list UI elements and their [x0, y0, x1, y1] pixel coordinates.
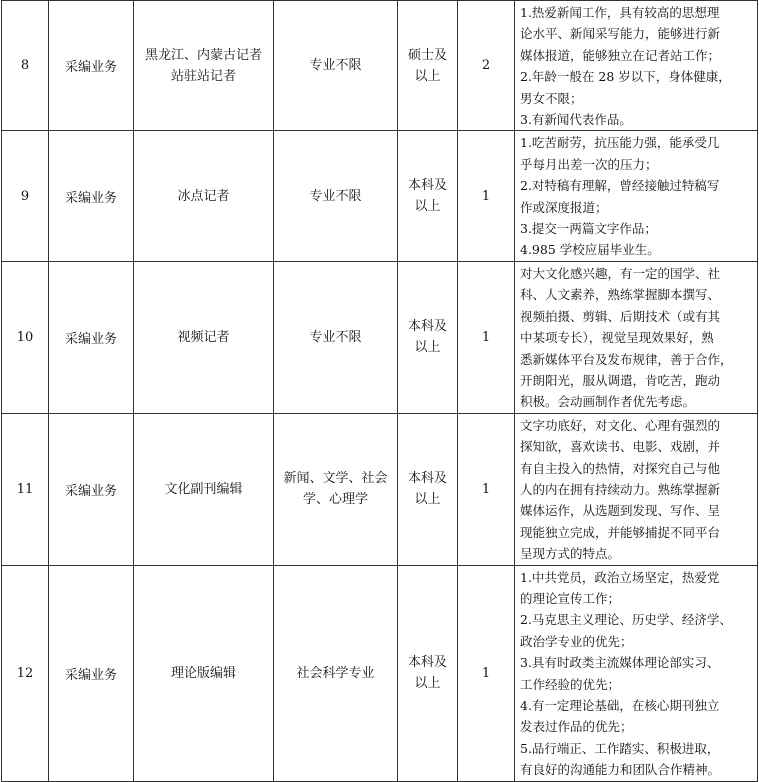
requirements-cell	[515, 1, 758, 131]
category-cell: 采编业务	[49, 261, 134, 413]
cell-line: 以上	[414, 492, 441, 508]
recruitment-table	[1, 0, 758, 782]
major-cell	[274, 565, 398, 781]
headcount-cell: 1	[458, 131, 515, 261]
position-cell	[134, 131, 274, 261]
category-cell: 采编业务	[49, 1, 134, 131]
cell-line: 黑龙江、内蒙古记者	[144, 47, 262, 63]
position-cell	[134, 261, 274, 413]
cell-line: 2.马克思主义理论、历史学、经济学、	[520, 612, 732, 628]
cell-line: 以上	[414, 68, 441, 84]
requirements-cell	[515, 413, 758, 565]
cell-line: 5.品行端正、工作踏实、积极进取，	[520, 740, 720, 756]
headcount-cell: 1	[458, 565, 515, 781]
cell-line: 开朗阳光，服从调遣，肯吃苦，跑动	[520, 372, 721, 388]
row-number-cell: 9	[2, 131, 49, 261]
cell-line: 有自主投入的热情，对探究自己与他	[520, 460, 721, 476]
cell-line: 发表过作品的优先；	[520, 719, 633, 735]
cell-line: 4.985 学校应届毕业生。	[520, 242, 660, 258]
row-number-cell: 12	[2, 565, 49, 781]
cell-line: 视频记者	[177, 329, 230, 345]
cell-line: 本科及	[407, 655, 447, 671]
cell-line: 2.对特稿有理解，曾经接触过特稿写	[520, 178, 720, 194]
position-cell	[134, 1, 274, 131]
cell-line: 人的内在拥有持续动力。熟练掌握新	[520, 481, 721, 497]
cell-line: 论水平、新闻采写能力，能够进行新	[520, 26, 721, 42]
cell-line: 有良好的沟通能力和团队合作精神。	[520, 762, 721, 778]
cell-line: 3.提交一两篇文字作品；	[520, 221, 657, 237]
cell-line: 专业不限	[309, 329, 362, 345]
cell-line: 积极。会动画制作者优先考虑。	[520, 394, 696, 410]
cell-line: 以上	[414, 340, 441, 356]
cell-line: 硕士及	[407, 47, 447, 63]
cell-line: 3.有新闻代表作品。	[520, 112, 632, 128]
cell-line: 媒体运作，从选题到发现、写作、呈	[520, 503, 721, 519]
cell-line: 4.有一定理论基础，在核心期刊独立	[520, 698, 720, 713]
cell-line: 科、人文素养，熟练掌握脚本撰写、	[520, 287, 721, 303]
cell-line: 专业不限	[309, 58, 362, 74]
row-number-cell: 11	[2, 413, 49, 565]
row-number-cell: 10	[2, 261, 49, 413]
cell-line: 男女不限；	[520, 90, 583, 106]
cell-line: 现能独立完成，并能够捕捉不同平台	[520, 524, 721, 540]
table-row	[2, 565, 758, 781]
cell-line: 以上	[414, 199, 441, 215]
cell-line: 文化副刊编辑	[164, 481, 243, 497]
row-number-cell: 8	[2, 1, 49, 131]
table-row	[2, 1, 758, 131]
cell-line: 的理论宣传工作；	[520, 590, 621, 606]
headcount-cell: 2	[458, 1, 515, 131]
cell-line: 专业不限	[309, 188, 362, 204]
major-cell	[274, 413, 398, 565]
requirements-cell	[515, 261, 758, 413]
position-cell	[134, 565, 274, 781]
category-cell: 采编业务	[49, 131, 134, 261]
major-cell	[274, 131, 398, 261]
cell-line: 中某项专长），视觉呈现效果好，熟	[520, 330, 714, 346]
cell-line: 3.具有时政类主流媒体理论部实习、	[520, 655, 720, 671]
cell-line: 以上	[414, 676, 441, 692]
headcount-cell: 1	[458, 261, 515, 413]
education-cell	[398, 1, 458, 131]
table-row	[2, 413, 758, 565]
cell-line: 站驻站记者	[170, 68, 236, 84]
table-row	[2, 261, 758, 413]
cell-line: 媒体报道，能够独立在记者站工作；	[520, 47, 721, 63]
cell-line: 工作经验的优先；	[520, 676, 621, 692]
major-cell	[274, 261, 398, 413]
cell-line: 冰点记者	[177, 188, 230, 204]
headcount-cell: 1	[458, 413, 515, 565]
education-cell	[398, 131, 458, 261]
cell-line: 新闻、文学、社会	[283, 471, 388, 487]
cell-line: 视频拍摄、剪辑、后期技术（或有其	[520, 308, 721, 324]
requirements-cell	[515, 131, 758, 261]
cell-line: 本科及	[407, 471, 447, 487]
cell-line: 政治学专业的优先；	[520, 633, 633, 649]
cell-line: 1.热爱新闻工作，具有较高的思想理	[520, 5, 720, 20]
cell-line: 本科及	[407, 319, 447, 335]
cell-line: 1.吃苦耐劳，抗压能力强，能承受几	[520, 135, 720, 151]
cell-line: 学、心理学	[302, 492, 368, 508]
cell-line: 悉新媒体平台及发布规律，善于合作，	[520, 351, 733, 367]
cell-line: 呈现方式的特点。	[520, 546, 621, 562]
cell-line: 1.中共党员，政治立场坚定，热爱党	[520, 569, 720, 585]
education-cell	[398, 565, 458, 781]
cell-line: 理论版编辑	[170, 665, 236, 681]
major-cell	[274, 1, 398, 131]
cell-line: 对大文化感兴趣，有一定的国学、社	[520, 265, 721, 281]
requirements-cell	[515, 565, 758, 781]
table-row	[2, 131, 758, 261]
cell-line: 作或深度报道；	[520, 199, 608, 215]
cell-line: 社会科学专业	[296, 665, 375, 681]
cell-line: 2.年龄一般在 28 岁以下，身体健康，	[520, 69, 731, 85]
category-cell: 采编业务	[49, 565, 134, 781]
education-cell	[398, 261, 458, 413]
cell-line: 本科及	[407, 178, 447, 194]
cell-line: 探知欲，喜欢读书、电影、戏剧，并	[520, 439, 721, 455]
cell-line: 文字功底好，对文化、心理有强烈的	[520, 417, 721, 433]
category-cell: 采编业务	[49, 413, 134, 565]
cell-line: 乎每月出差一次的压力；	[520, 156, 658, 172]
education-cell	[398, 413, 458, 565]
position-cell	[134, 413, 274, 565]
